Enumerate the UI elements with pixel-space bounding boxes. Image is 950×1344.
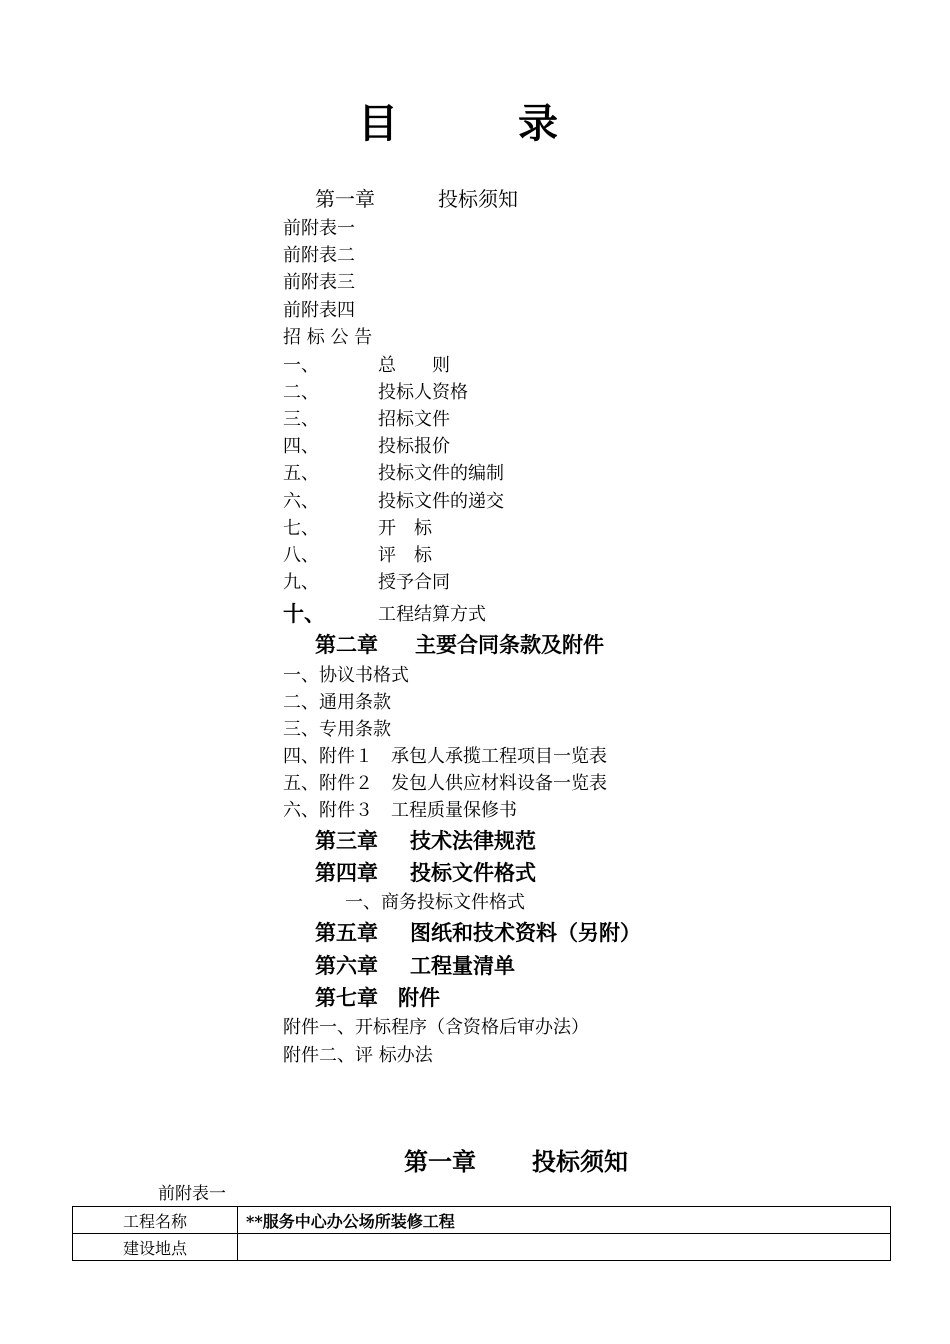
section-label: 投标文件的递交 bbox=[378, 491, 504, 512]
toc-chapter-5-label: 第五章 bbox=[315, 921, 378, 945]
toc-chapter-4-title: 投标文件格式 bbox=[410, 861, 536, 885]
toc-appendix-2: 附件二、评 标办法 bbox=[283, 1045, 433, 1066]
toc-chapter-2-label: 第二章 bbox=[315, 633, 378, 657]
section-number: 一、 bbox=[283, 355, 319, 376]
toc-section-row bbox=[0, 598, 950, 624]
toc-section-row bbox=[0, 432, 950, 456]
table-row bbox=[73, 1234, 891, 1261]
section-number: 四、 bbox=[283, 436, 319, 457]
toc-chapter-1-label: 第一章 bbox=[315, 187, 375, 211]
toc-chapter-5-title: 图纸和技术资料（另附） bbox=[410, 921, 641, 945]
table-key-cell: 建设地点 bbox=[73, 1234, 238, 1261]
section-number: 八、 bbox=[283, 545, 319, 566]
toc-ch4-subitem: 一、商务投标文件格式 bbox=[345, 892, 525, 913]
section-label: 招标文件 bbox=[378, 409, 450, 430]
toc-chapter-3-label: 第三章 bbox=[315, 829, 378, 853]
toc-title-right: 录 bbox=[518, 100, 562, 147]
front-table-caption: 前附表一 bbox=[158, 1184, 226, 1204]
toc-ch2-item: 三、专用条款 bbox=[283, 719, 391, 740]
toc-chapter-6-label: 第六章 bbox=[315, 954, 378, 978]
toc-front-table-3: 前附表三 bbox=[283, 272, 355, 293]
toc-section-row bbox=[0, 541, 950, 565]
toc-section-row bbox=[0, 405, 950, 429]
toc-ch2-item: 五、附件２ 发包人供应材料设备一览表 bbox=[283, 773, 607, 794]
toc-ch2-item: 六、附件３ 工程质量保修书 bbox=[283, 800, 517, 821]
section-number: 七、 bbox=[283, 518, 319, 539]
section-label: 投标人资格 bbox=[378, 382, 468, 403]
front-table-1 bbox=[72, 1206, 891, 1261]
chapter-1-title: 投标须知 bbox=[532, 1148, 628, 1176]
toc-chapter-2-title: 主要合同条款及附件 bbox=[415, 633, 604, 657]
section-label: 总 则 bbox=[378, 355, 450, 376]
toc-section-row bbox=[0, 378, 950, 402]
toc-ch2-item: 二、通用条款 bbox=[283, 692, 391, 713]
section-number: 三、 bbox=[283, 409, 319, 430]
section-label: 投标报价 bbox=[378, 436, 450, 457]
toc-section-row bbox=[0, 459, 950, 483]
toc-notice: 招 标 公 告 bbox=[283, 327, 373, 348]
toc-section-row bbox=[0, 568, 950, 592]
toc-front-table-2: 前附表二 bbox=[283, 245, 355, 266]
section-number: 十、 bbox=[283, 602, 325, 626]
toc-front-table-1: 前附表一 bbox=[283, 218, 355, 239]
toc-ch2-item: 一、协议书格式 bbox=[283, 665, 409, 686]
table-value-cell: **服务中心办公场所装修工程 bbox=[238, 1207, 891, 1234]
toc-chapter-7-title: 附件 bbox=[398, 986, 440, 1010]
toc-appendix-1: 附件一、开标程序（含资格后审办法） bbox=[283, 1017, 589, 1038]
toc-chapter-3-title: 技术法律规范 bbox=[410, 829, 536, 853]
toc-title-left: 目 bbox=[358, 100, 402, 147]
toc-chapter-6-title: 工程量清单 bbox=[410, 954, 515, 978]
toc-chapter-1-title: 投标须知 bbox=[438, 187, 518, 211]
section-number: 五、 bbox=[283, 463, 319, 484]
table-row bbox=[73, 1207, 891, 1234]
toc-section-row bbox=[0, 487, 950, 511]
toc-section-row bbox=[0, 351, 950, 375]
toc-chapter-7-label: 第七章 bbox=[315, 986, 378, 1010]
section-label: 投标文件的编制 bbox=[378, 463, 504, 484]
section-number: 九、 bbox=[283, 572, 319, 593]
toc-section-row bbox=[0, 514, 950, 538]
chapter-1-label: 第一章 bbox=[404, 1148, 476, 1176]
table-value-cell bbox=[238, 1234, 891, 1261]
toc-front-table-4: 前附表四 bbox=[283, 300, 355, 321]
section-label: 工程结算方式 bbox=[378, 604, 486, 625]
toc-chapter-4-label: 第四章 bbox=[315, 861, 378, 885]
table-key-cell: 工程名称 bbox=[73, 1207, 238, 1234]
section-label: 评 标 bbox=[378, 545, 432, 566]
section-number: 二、 bbox=[283, 382, 319, 403]
section-number: 六、 bbox=[283, 491, 319, 512]
section-label: 授予合同 bbox=[378, 572, 450, 593]
section-label: 开 标 bbox=[378, 518, 432, 539]
toc-ch2-item: 四、附件１ 承包人承揽工程项目一览表 bbox=[283, 746, 607, 767]
